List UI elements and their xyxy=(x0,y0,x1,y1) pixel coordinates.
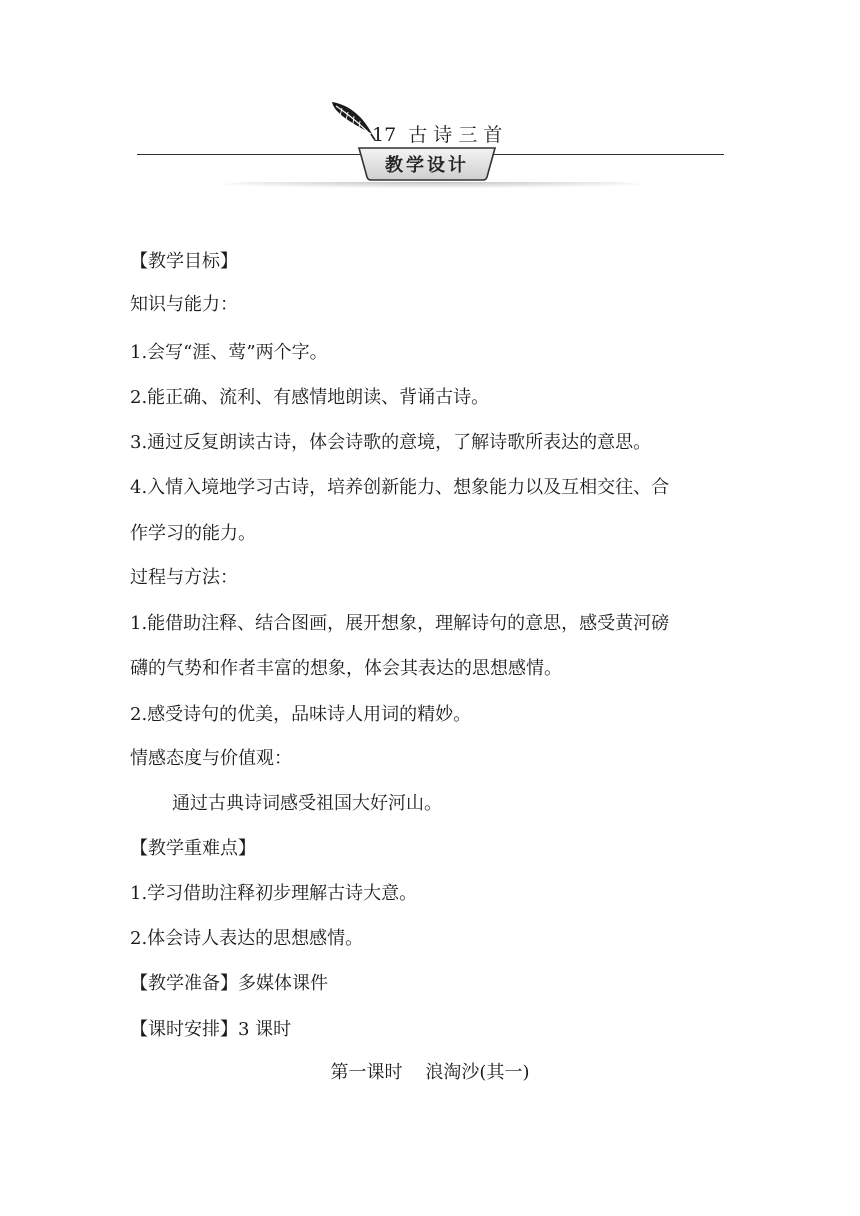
emotion-item: 通过古典诗词感受祖国大好河山。 xyxy=(172,793,442,814)
objective-item: 1.会写“涯、莺”两个字。 xyxy=(130,342,328,363)
lesson-schedule: 【课时安排】3 课时 xyxy=(130,1019,292,1040)
process-method-heading: 过程与方法： xyxy=(130,567,238,588)
key-point-item: 2.体会诗人表达的思想感情。 xyxy=(130,928,364,949)
objective-item: 2.能正确、流利、有感情地朗读、背诵古诗。 xyxy=(130,387,490,408)
first-lesson-title: 第一课时 浪淘沙(其一) xyxy=(330,1062,530,1083)
process-item: 2.感受诗句的优美，品味诗人用词的精妙。 xyxy=(130,704,472,725)
process-item-continued: 礴的气势和作者丰富的想象，体会其表达的思想感情。 xyxy=(130,658,562,679)
emotion-values-heading: 情感态度与价值观： xyxy=(130,748,292,769)
header-shadow xyxy=(222,182,642,192)
teaching-objectives-heading: 【教学目标】 xyxy=(130,251,238,272)
quill-pen-icon xyxy=(328,98,376,142)
key-points-heading: 【教学重难点】 xyxy=(130,838,256,859)
teaching-design-badge: 教学设计 xyxy=(385,155,469,176)
objective-item: 4.入情入境地学习古诗，培养创新能力、想象能力以及互相交往、合 xyxy=(130,477,670,498)
process-item: 1.能借助注释、结合图画，展开想象，理解诗句的意思，感受黄河磅 xyxy=(130,613,670,634)
objective-item: 3.通过反复朗读古诗，体会诗歌的意境，了解诗歌所表达的意思。 xyxy=(130,432,652,453)
page-header xyxy=(0,0,860,200)
objective-item-continued: 作学习的能力。 xyxy=(130,523,256,544)
knowledge-ability-heading: 知识与能力： xyxy=(130,294,238,315)
lesson-number-title: 17 古 诗 三 首 xyxy=(372,124,503,146)
teaching-preparation: 【教学准备】多媒体课件 xyxy=(130,973,328,994)
key-point-item: 1.学习借助注释初步理解古诗大意。 xyxy=(130,883,418,904)
